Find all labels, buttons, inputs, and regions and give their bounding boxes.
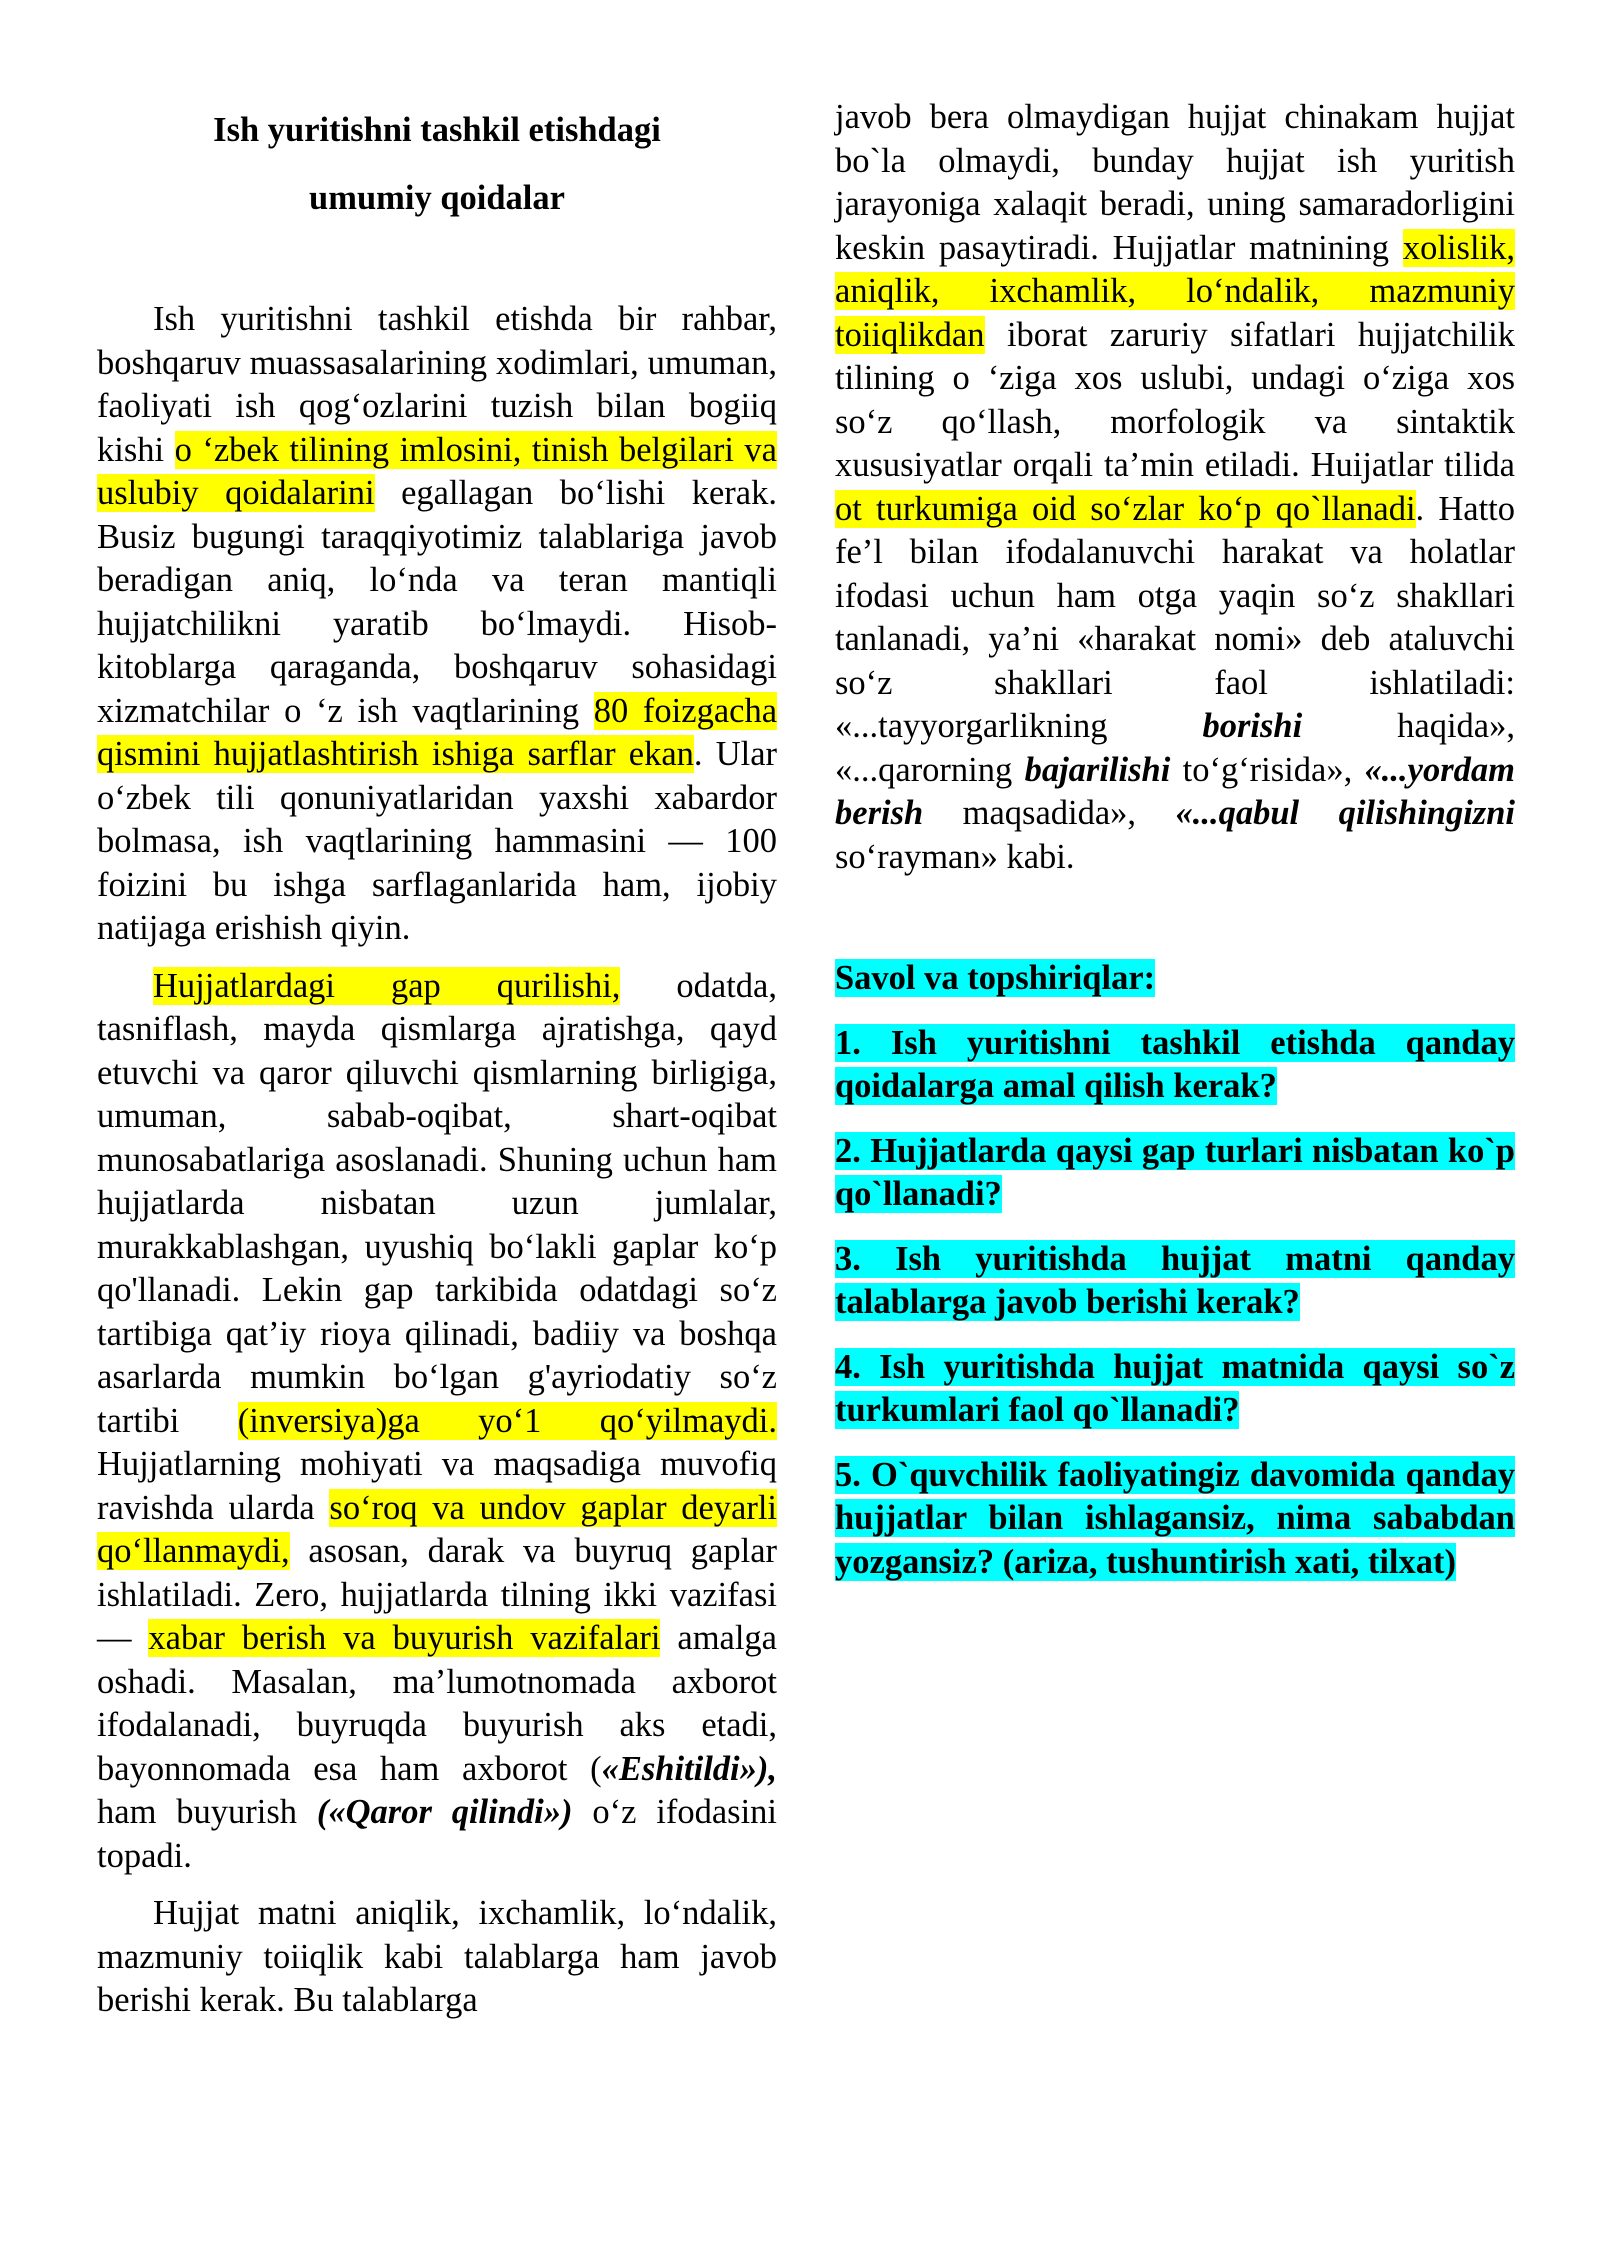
text-segment: asosan, darak va buyruq gaplar ishlatiladi. Zero, hujjatlarda tilning ikki vazifasi — [97, 1532, 777, 1657]
bold-italic-text: «...qabul qilishingizni [1175, 794, 1515, 832]
bold-italic-text: «...yordam berish [835, 750, 1515, 832]
question-text: 5. O`quvchilik faoliyatingiz davomida qanday hujjatlar bilan ishlagansiz, nima sababdan yozgansiz? (ariza, tushuntirish xati, tilxat) [835, 1455, 1515, 1581]
highlighted-text: o ‘zbek tilining imlosini, tinish belgilari va uslubiy qoidalarini [97, 430, 777, 512]
question-text: 2. Hujjatlarda qaysi gap turlari nisbatan ko`p qo`llanadi? [835, 1131, 1515, 1213]
questions-heading [835, 957, 1515, 1001]
question-item [835, 1022, 1515, 1109]
text-segment: Ish yuritishni tashkil etishda bir rahbar, boshqaruv muassasalarining xodimlari, umuman, faoliyati ish qog‘ozlarini tuzish bilan bogiiq kishi [97, 300, 777, 469]
question-item [835, 1454, 1515, 1585]
paragraph-4 [835, 96, 1515, 879]
bold-italic-text: «Eshitildi»), [601, 1749, 777, 1788]
text-segment: iborat zaruriy sifatlari hujjatchilik tilining o ‘ziga xos uslubi, undagi o‘ziga xos so‘z qo‘llash, morfologik va sintaktik xususiyatlar orqali ta’min etiladi. Huijatlar tilida [835, 315, 1515, 484]
paragraph-3 [97, 1892, 777, 2023]
title-line-2: umumiy qoidalar [309, 179, 565, 217]
bold-italic-text: («Qaror qilindi») [316, 1793, 573, 1831]
text-segment: Hujjatlarning mohiyati va maqsadiga muvofiq ravishda ularda [97, 1445, 777, 1527]
question-text: 1. Ish yuritishni tashkil etishda qanday qoidalarga amal qilish kerak? [835, 1023, 1515, 1105]
text-segment: javob bera olmaydigan hujjat chinakam hujjat bo`la olmaydi, bunday hujjat ish yuritish jarayoniga xalaqit beradi, uning samaradorligini keskin pasaytiradi. Hujjatlar matnining [835, 98, 1515, 267]
highlighted-text: Hujjatlardagi gap qurilishi, [153, 966, 621, 1005]
bold-italic-text: bajarilishi [1024, 750, 1171, 789]
text-segment: egallagan bo‘lishi kerak. Busiz bugungi taraqqiyotimiz talablariga javob beradigan aniq, lo‘nda va teran mantiqli hujjatchilikni yaratib bo‘lmaydi. Hisob-kitoblarga qaraganda, boshqaruv sohasidagi xizmatchilar o ‘z ish vaqtlarining [97, 474, 777, 730]
paragraph-1 [97, 298, 777, 951]
text-segment: maqsadida», [923, 794, 1176, 832]
text-segment: odatda, tasniflash, mayda qismlarga ajratishga, qayd etuvchi va qaror qiluvchi qismlarning birligiga, umuman, sabab-oqibat, shart-oqibat munosabatlariga asoslanadi. Shuning uchun ham hujjatlarda nisbatan uzun jumlalar, murakkablashgan, uyushiq bo‘lakli gaplar ko‘p qo'llanadi. Lekin gap tarkibida odatdagi so‘z tartibiga qat’iy rioya qilinadi, badiiy va boshqa asarlarda mumkin bo‘lgan g'ayriodatiy so‘z tartibi [97, 966, 777, 1440]
bold-italic-text: borishi [1202, 707, 1303, 745]
highlighted-text: ot turkumiga oid so‘zlar ko‘p qo`llanadi [835, 489, 1416, 528]
highlighted-text: (inversiya)ga yo‘1 qo‘yilmaydi. [237, 1401, 777, 1440]
text-segment: so‘rayman» kabi. [835, 837, 1075, 876]
page-title [97, 96, 777, 232]
question-item [835, 1130, 1515, 1217]
text-segment: amalga oshadi. Masalan, ma’lumotnomada axborot ifodalanadi, buyruqda buyurish aks etadi, bayonnomada esa ham axborot ( [97, 1619, 777, 1788]
question-text: 3. Ish yuritishda hujjat matni qanday talablarga javob berishi kerak? [835, 1239, 1515, 1321]
text-segment: haqida», «...qarorning [835, 707, 1515, 789]
text-segment: . Ular o‘zbek tili qonuniyatlaridan yaxshi xabardor bolmasa, ish vaqtlarining hammasini — 100 foizini bu ishga sarflaganlarida ham, ijobiy natijaga erishish qiyin. [97, 735, 778, 947]
paragraph-2 [97, 965, 777, 1879]
question-text: 4. Ish yuritishda hujjat matnida qaysi so`z turkumlari faol qo`llanadi? [835, 1347, 1515, 1429]
right-column [835, 96, 1515, 1584]
left-column [97, 96, 777, 2023]
question-item [835, 1238, 1515, 1325]
questions-heading-text: Savol va topshiriqlar: [835, 959, 1156, 997]
text-segment: to‘g‘risida», [1170, 750, 1365, 789]
highlighted-text: xolislik, aniqlik, ixchamlik, lo‘ndalik, mazmuniy toiiqlikdan [835, 228, 1515, 354]
highlighted-text: 80 foizgacha qismini hujjatlashtirish ishiga sarflar ekan [97, 691, 778, 773]
text-segment: o‘z ifodasini topadi. [97, 1793, 777, 1875]
highlighted-text: xabar berish va buyurish vazifalari [148, 1619, 661, 1657]
highlighted-text: so‘roq va undov gaplar deyarli qo‘llanmaydi, [97, 1488, 778, 1570]
title-line-1: Ish yuritishni tashkil etishdagi [213, 111, 661, 149]
text-segment: . Hatto fe’l bilan ifodalanuvchi harakat va holatlar ifodasi uchun ham otga yaqin so‘z shakllari tanlanadi, ya’ni «harakat nomi» deb ataluvchi so‘z shakllari faol ishlatiladi: «...tayyorgarlikning [835, 489, 1515, 745]
text-segment: Hujjat matni aniqlik, ixchamlik, lo‘ndalik, mazmuniy toiiqlik kabi talablarga ham javob berishi kerak. Bu talablarga [97, 1894, 777, 2019]
text-segment: ham buyurish [97, 1793, 317, 1831]
question-item [835, 1346, 1515, 1433]
